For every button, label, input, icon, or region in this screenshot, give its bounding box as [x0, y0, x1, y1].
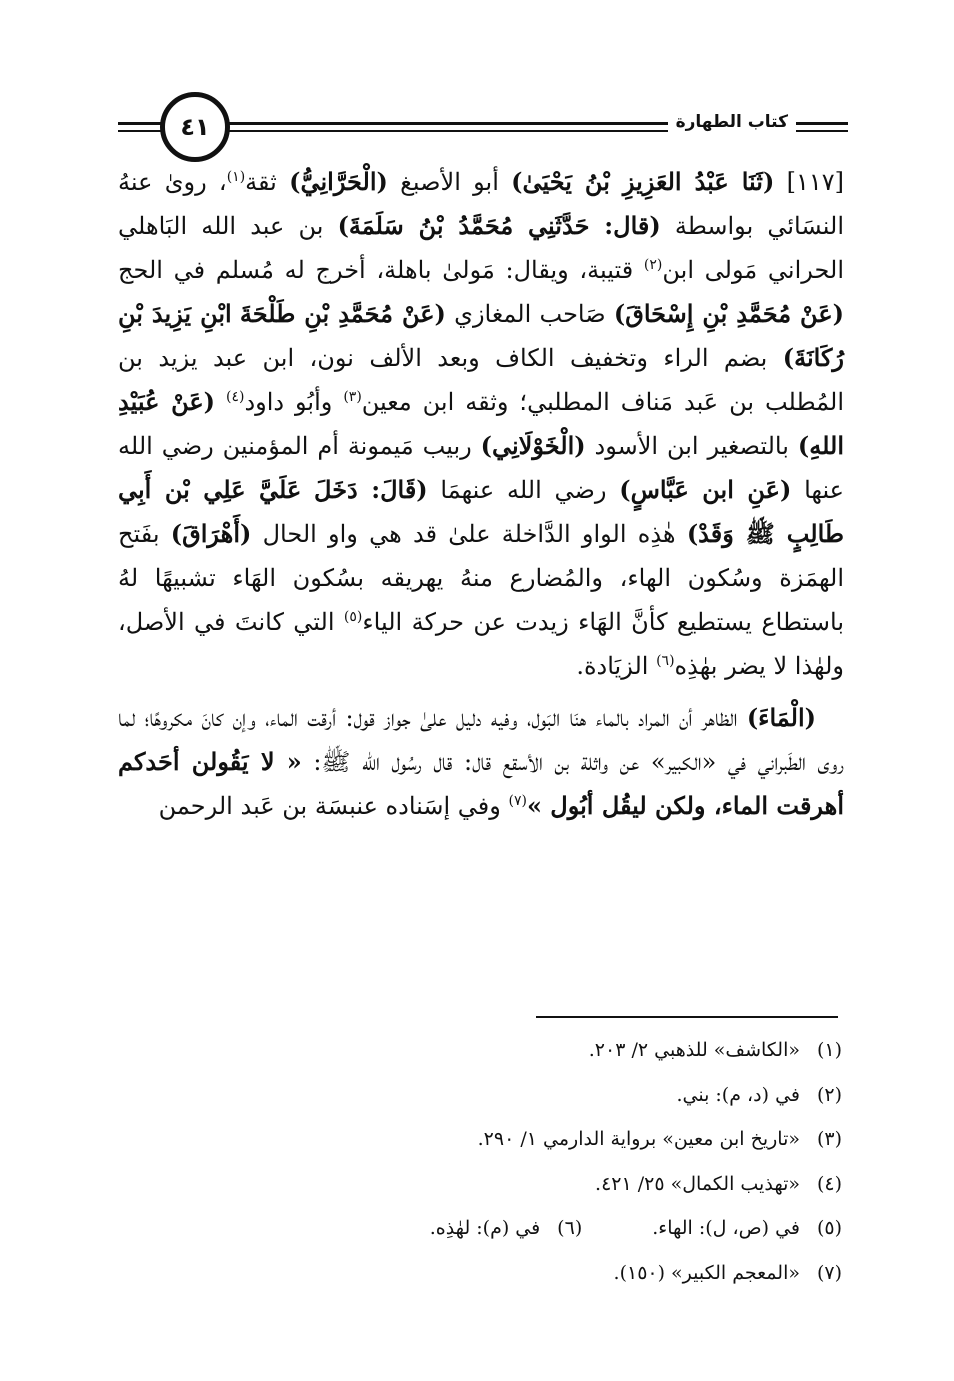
footnote-number: (٥) — [816, 1217, 842, 1239]
text-segment: بضم الراء وتخفيف الكاف وبعد الألف نون، ابن — [262, 344, 783, 372]
text-segment: بفَتح الهمَزة وسُكون الهاء، والمُضارع منهُ يهريقه — [118, 520, 844, 592]
footnote-separator — [536, 1016, 838, 1018]
text-segment — [215, 388, 226, 416]
text-segment: التي كانتَ في الأصل، ولهٰذا لا يضر بهٰذِه — [118, 608, 844, 680]
footnote-ref: (٦) — [656, 653, 675, 669]
text-segment: ثقة — [245, 168, 290, 196]
text-segment: هٰذِه الواو الدَّاخلة علىٰ قد هي واو — [328, 520, 687, 548]
bold-segment: (عَنِ ابن عَبَّاسٍ) — [619, 475, 792, 504]
text-segment: الزيَادة. — [576, 652, 657, 680]
footnote-text: «الكاشف» للذهبي ٢/ ٢٠٣. — [588, 1039, 800, 1061]
bold-segment: (أَهْرَاقَ) — [170, 519, 252, 548]
footnote-number: (٣) — [816, 1128, 842, 1150]
bold-segment: (ثَنَا عَبْدُ العَزِيزِ بْنُ يَحْيَىٰ) — [511, 167, 775, 196]
footnote-ref: (٢) — [643, 257, 663, 273]
bold-segment: (عَنْ عُبَيْدِ اللهِ) — [118, 387, 844, 460]
footnote-number: (٤) — [816, 1172, 842, 1195]
footnote-item — [142, 1206, 842, 1251]
text-segment: بسُكون الهَاء تشبيهًا لهُ باستطاع يستطيع كأنَّ الهَاء زيدت عن حركة — [118, 564, 845, 636]
footnote-text: في (م): لهٰذِه. — [429, 1217, 541, 1239]
footnotes — [142, 1028, 842, 1295]
text-segment: بن عبد الله البَاهلي — [118, 212, 338, 240]
text-segment: ربيب مَيمونة أم — [317, 432, 481, 460]
text-segment: قول: أرقت الماء، وإن كانَ مكروهًا؛ لما روى الطَبراني في «الكبير» — [118, 704, 845, 776]
text-segment: رضي الله عنهمَا — [427, 476, 620, 504]
page-header — [118, 92, 848, 162]
bold-segment: ابْنِ يَزِيدَ بْنِ رُكَانَةَ) — [118, 299, 844, 372]
bold-segment: (عَنْ مُحَمَّدِ بْنِ إِسْحَاقَ) — [613, 299, 844, 328]
footnote-ref: (٤) — [225, 389, 245, 405]
text-segment: [١١٧] — [774, 168, 844, 196]
text-segment: عنهُ النسَائي بواسطة — [118, 168, 844, 240]
bold-segment: (الْحَرَّانِيُّ) — [289, 167, 388, 196]
footnote-ref: (٥) — [343, 609, 363, 625]
text-segment: أبو الأصبغ — [387, 168, 512, 196]
bold-segment: (قال: حَدَّثَنِي مُحَمَّدُ بْنُ سَلَمَةَ) — [337, 211, 661, 240]
running-title: كتاب الطهارة — [668, 112, 796, 132]
text-segment: الظاهر أن المراد بالماء هنَا البَول، وفيه دليل علىٰ جواز — [384, 704, 747, 732]
text-segment: الياء — [362, 608, 403, 636]
page-number — [160, 92, 230, 162]
footnote-text: «المعجم الكبير» (١٥٠). — [613, 1261, 800, 1284]
footnote-ref: (٧) — [508, 793, 527, 809]
footnote-number: (١) — [816, 1039, 842, 1061]
text-segment: قتيبة، ويقال: مَولىٰ باهلة، أخرج له مُسلم في — [173, 256, 644, 284]
bold-segment: (الْمَاءَ) — [746, 703, 816, 732]
footnote-number: (٢) — [816, 1083, 842, 1106]
footnote-item — [142, 1117, 842, 1162]
text-segment: الحج — [118, 256, 163, 284]
bold-segment: « لا يَقُولن أحَدكم — [118, 747, 302, 776]
bold-segment: (الْخَوْلَانِي) — [480, 431, 586, 460]
footnote-number: (٧) — [816, 1261, 842, 1284]
text-segment: عبد يزيد بن المُطلب بن عَبد مَناف المطلبي؛ وثقه ابن معين — [118, 344, 845, 416]
bold-segment: أهرقت الماء، ولكن ليقُل أبُول » — [526, 791, 844, 820]
footnote-ref: (٣) — [343, 389, 362, 405]
bold-segment: عَلَيَّ عَلِي بْن أَبِي طَالِبٍ ﷺ وَقَدْ) — [118, 475, 845, 548]
text-segment: بالتصغير ابن الأسود — [585, 432, 798, 460]
text-segment: الحال — [251, 520, 317, 548]
text-segment: وفي إسَناده عنبسَة بن عَبد الرحمن — [158, 792, 509, 820]
footnote-text: في (ص، ل): الهاء. — [652, 1217, 800, 1239]
footnote-item — [142, 1251, 842, 1296]
footnote-item — [142, 1028, 842, 1073]
footnote-item — [142, 1073, 842, 1118]
paragraph-2 — [118, 696, 844, 828]
text-segment: عن واثلة بن الأسقع قال: قال رسُول الله ﷺ: — [301, 748, 640, 776]
text-segment: ، روىٰ — [164, 168, 227, 196]
footnote-text: «تهذيب الكمال» ٢٥/ ٤٢١. — [595, 1172, 800, 1195]
text-segment: المؤمنين رضي الله عنها — [118, 432, 845, 504]
footnote-number: (٦) — [557, 1217, 583, 1239]
page-number-text: ٤١ — [180, 113, 210, 141]
main-text — [118, 160, 844, 828]
bold-segment: (قَالَ: دَخَلَ — [314, 475, 428, 504]
text-segment: داود — [244, 388, 285, 416]
footnote-text: «تاريخ ابن معين» برواية الدارمي ١/ ٢٩٠. — [477, 1128, 800, 1150]
bold-segment: (عَنْ مُحَمَّدِ بْنِ طَلْحَةَ — [239, 299, 446, 328]
text-segment: الحراني مَولى ابن — [662, 256, 844, 284]
footnote-text: في (د، م): بني. — [676, 1083, 800, 1106]
text-segment: وأبُو — [295, 388, 344, 416]
paragraph-1 — [118, 160, 844, 688]
footnote-ref: (١) — [226, 169, 246, 185]
footnote-item — [142, 1162, 842, 1207]
text-segment: صَاحب المغازي — [445, 300, 614, 328]
